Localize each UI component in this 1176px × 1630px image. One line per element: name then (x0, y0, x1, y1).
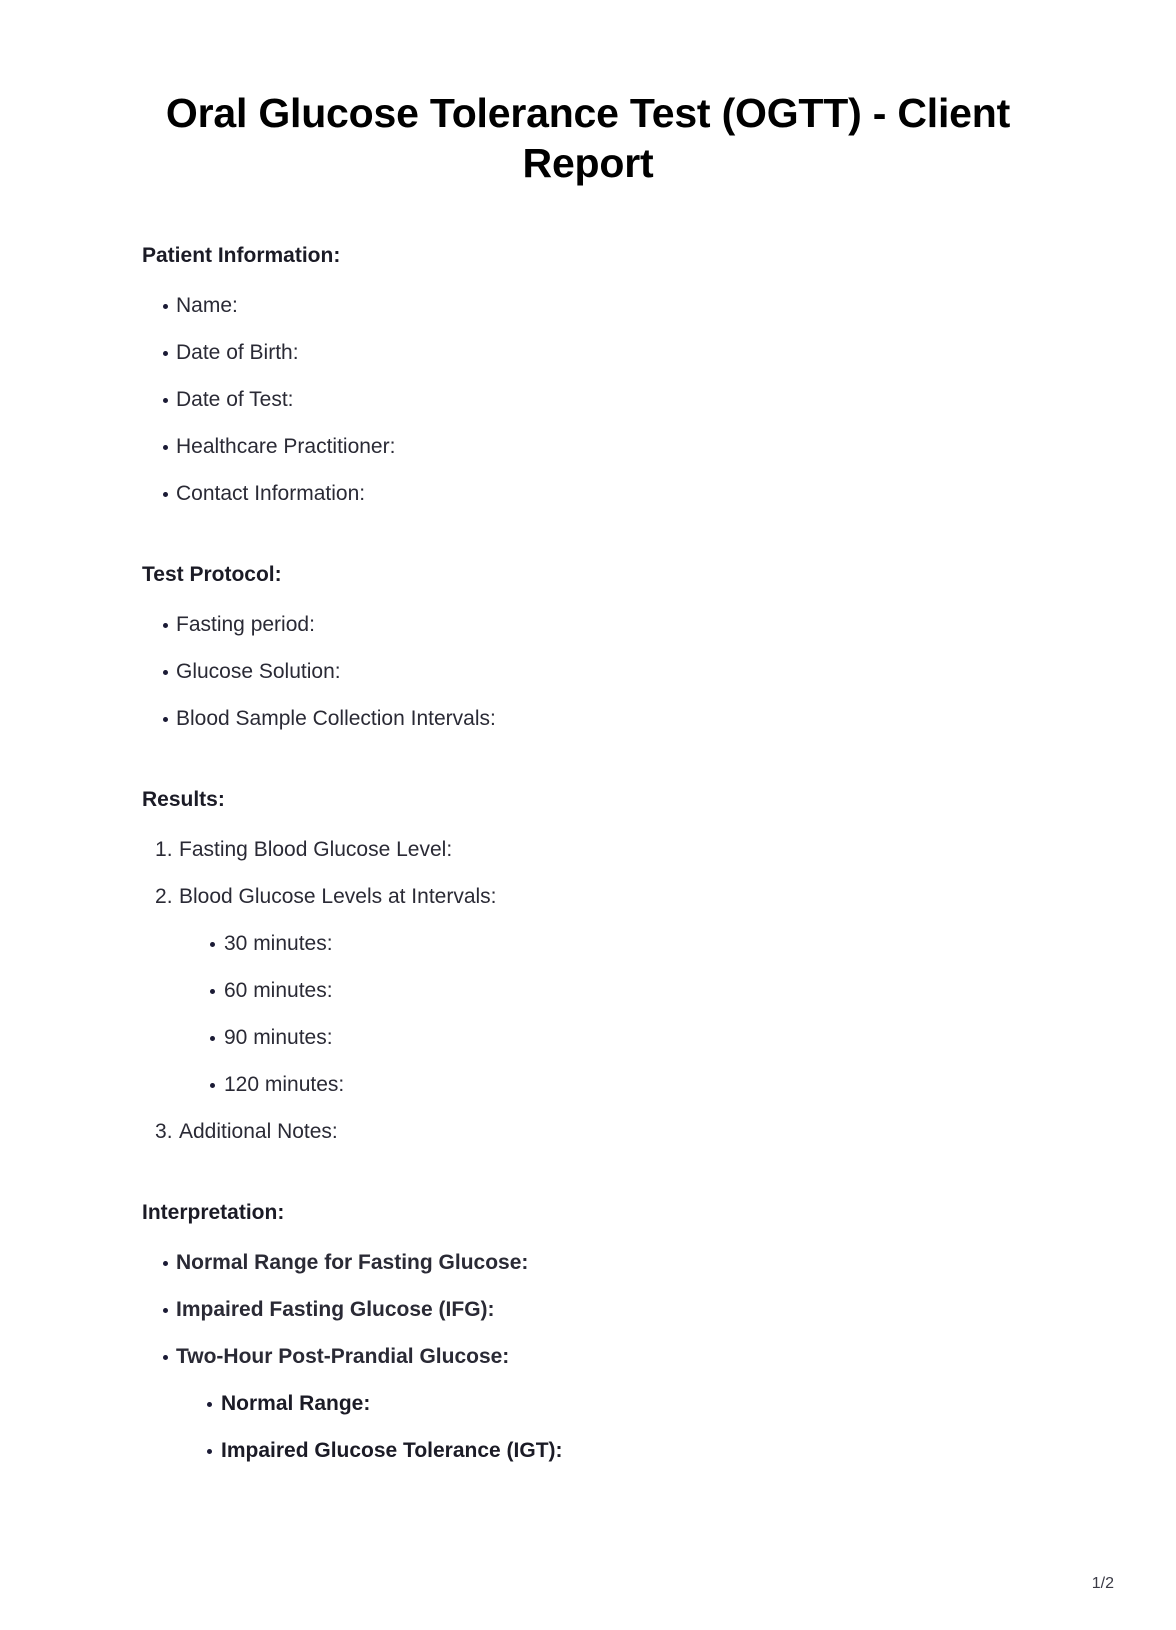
list-item: Fasting period: (142, 612, 1034, 638)
list-item: Glucose Solution: (142, 659, 1034, 685)
list-item-label: Blood Glucose Levels at Intervals: (179, 885, 497, 908)
list-item: Healthcare Practitioner: (142, 434, 1034, 460)
blood-glucose-intervals-list (179, 931, 1034, 1098)
list-item: 90 minutes: (179, 1025, 1034, 1051)
list-item: Impaired Glucose Tolerance (IGT): (176, 1438, 1034, 1464)
page-number-indicator: 1/2 (1091, 1575, 1114, 1592)
list-item (142, 1344, 1034, 1464)
results-list (142, 837, 1034, 1145)
list-item (142, 884, 1034, 1098)
list-item: Blood Sample Collection Intervals: (142, 706, 1034, 732)
list-item: Date of Birth: (142, 340, 1034, 366)
list-item-label: Two-Hour Post-Prandial Glucose: (176, 1345, 510, 1368)
list-item: Contact Information: (142, 481, 1034, 507)
list-item: Normal Range for Fasting Glucose: (142, 1250, 1034, 1276)
patient-information-list (142, 293, 1034, 507)
list-item: Normal Range: (176, 1391, 1034, 1417)
list-item: 120 minutes: (179, 1072, 1034, 1098)
section-heading-test-protocol: Test Protocol: (142, 563, 282, 586)
list-item: Impaired Fasting Glucose (IFG): (142, 1297, 1034, 1323)
list-item: Fasting Blood Glucose Level: (179, 838, 453, 861)
test-protocol-list (142, 612, 1034, 732)
list-item: 60 minutes: (179, 978, 1034, 1004)
list-item: 30 minutes: (179, 931, 1034, 957)
page-title: Oral Glucose Tolerance Test (OGTT) - Client Report (165, 90, 1011, 186)
list-item: Date of Test: (142, 387, 1034, 413)
list-item: Additional Notes: (179, 1120, 338, 1143)
section-heading-results: Results: (142, 788, 225, 811)
post-prandial-sublist (176, 1391, 1034, 1464)
list-item: Name: (142, 293, 1034, 319)
interpretation-list (142, 1250, 1034, 1464)
section-heading-interpretation: Interpretation: (142, 1201, 285, 1224)
section-heading-patient-information: Patient Information: (142, 244, 341, 267)
